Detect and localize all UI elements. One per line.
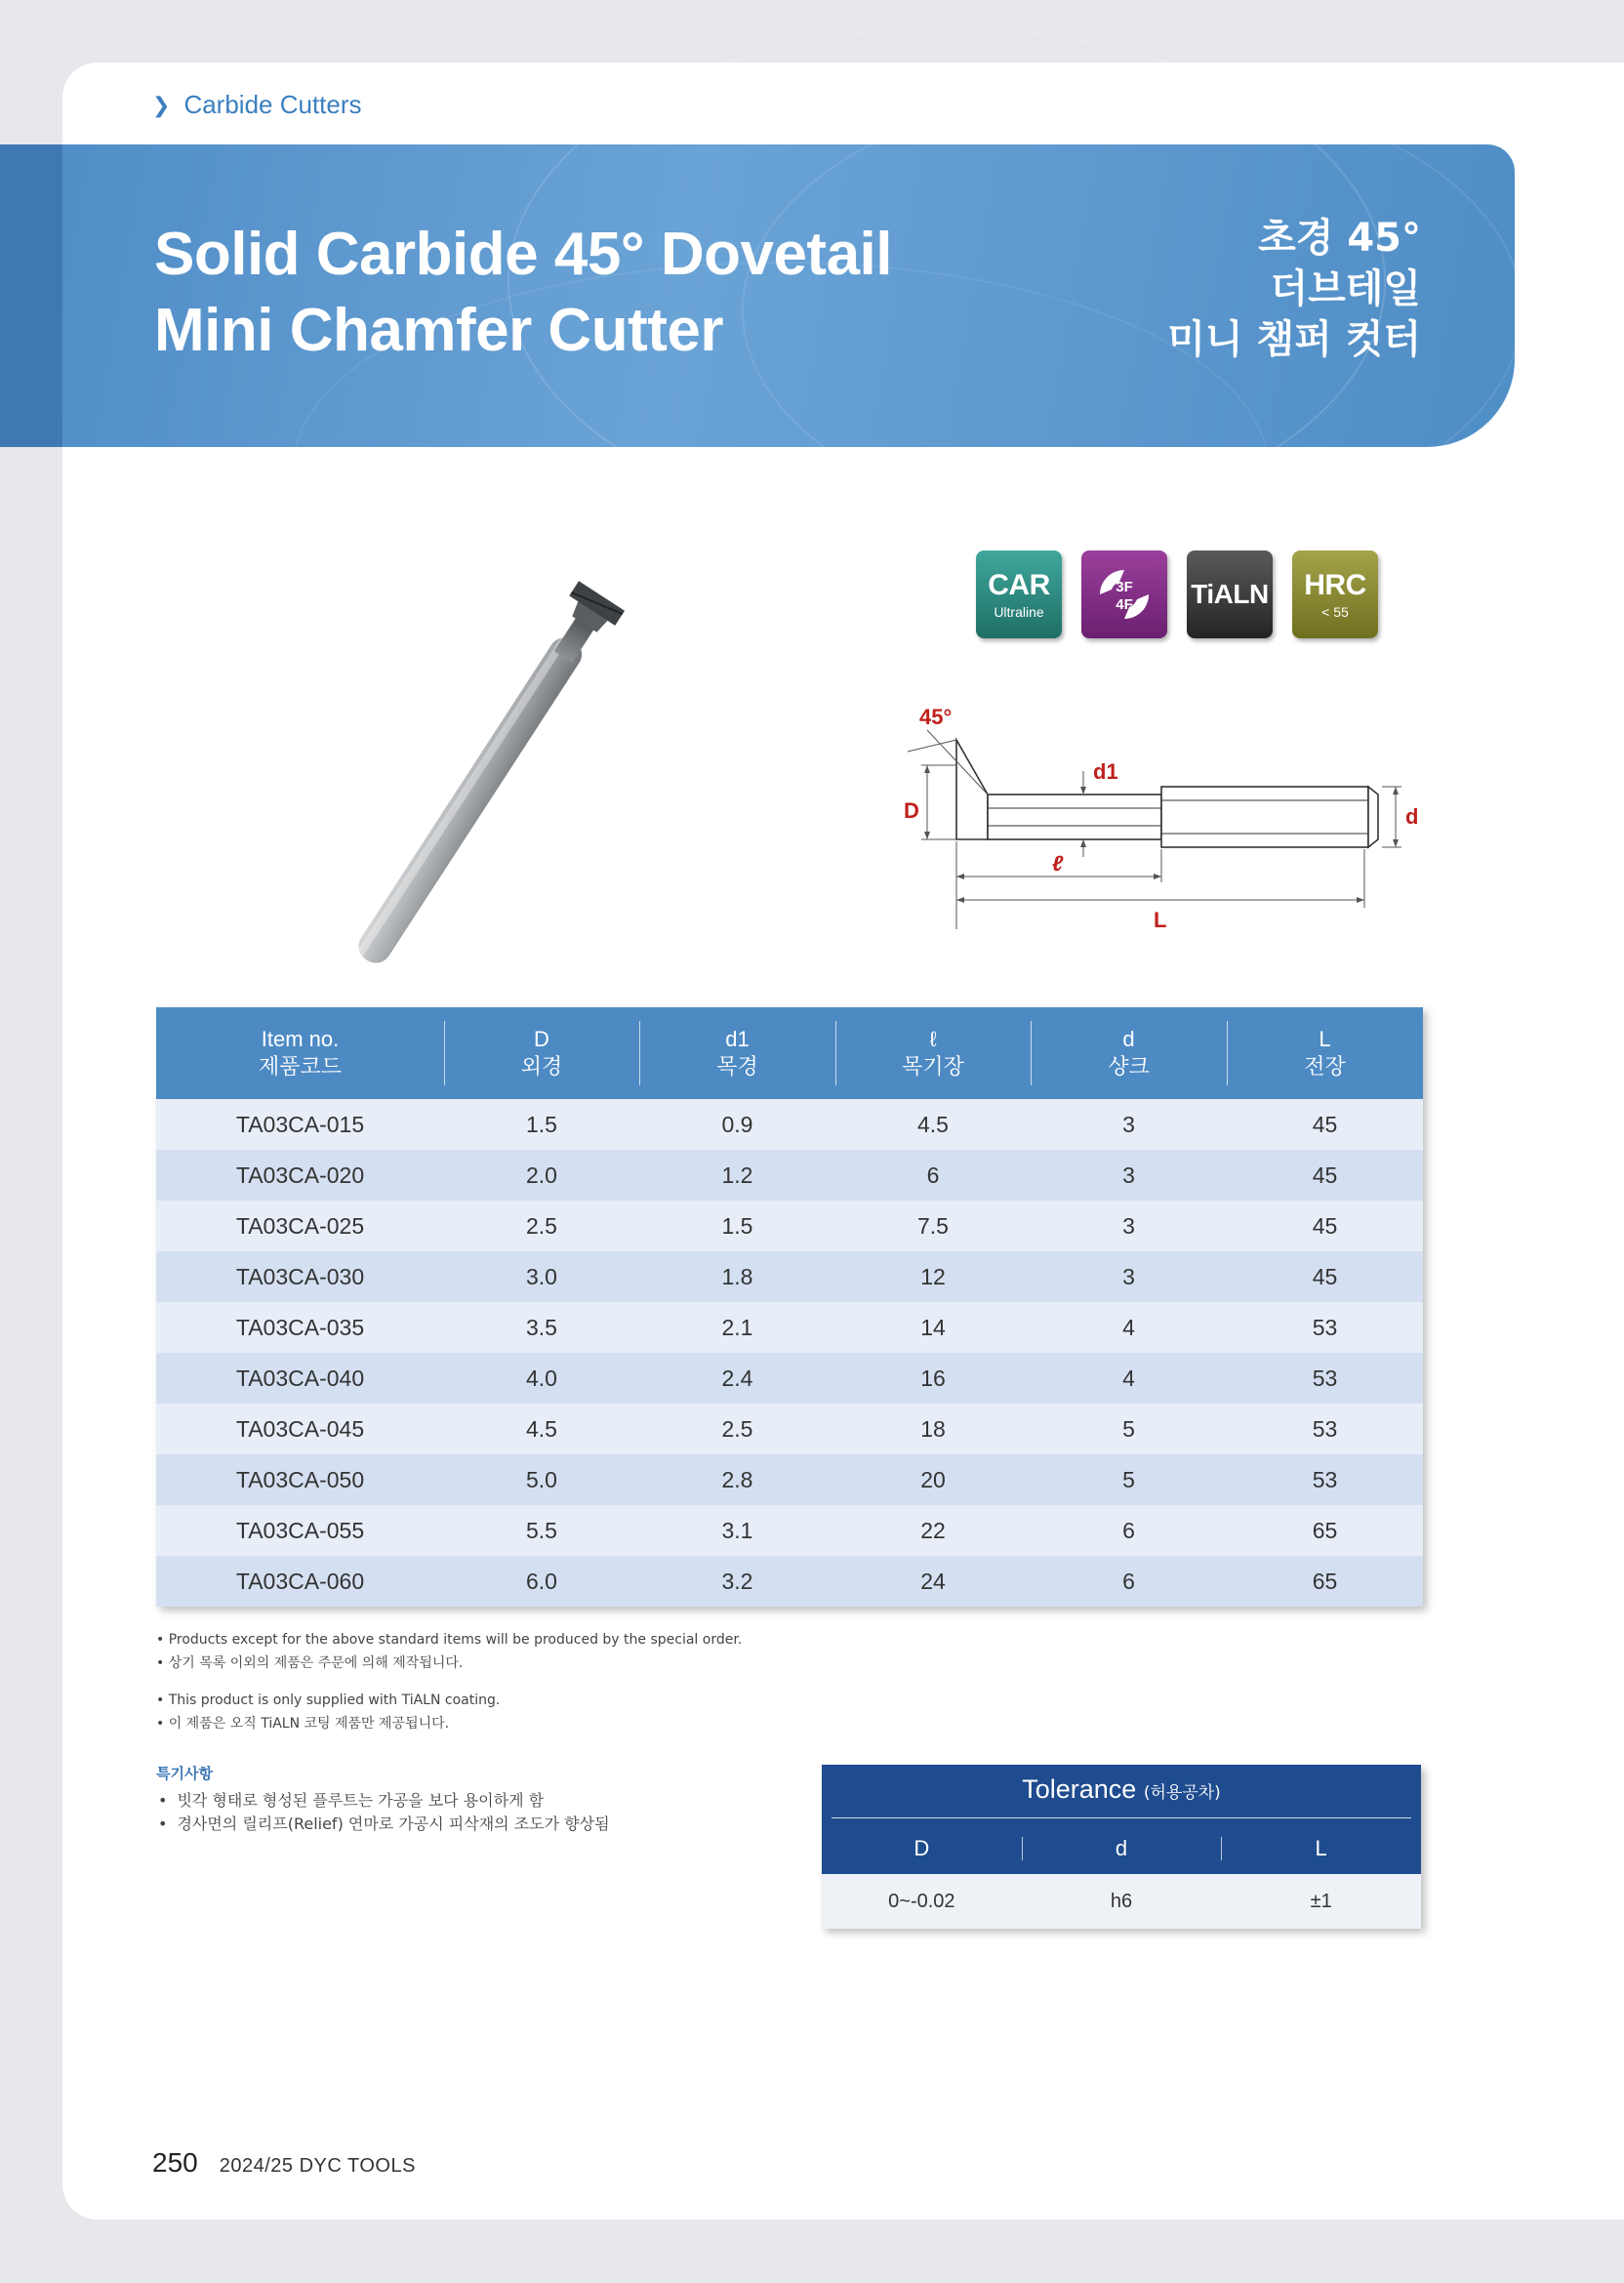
tolerance-column-d: d <box>1022 1823 1222 1874</box>
spec-value-cell: 4 <box>1031 1302 1227 1353</box>
spec-value-cell: 65 <box>1227 1556 1423 1607</box>
column-header-d1: d1 목경 <box>639 1007 835 1099</box>
tolerance-value-L: ±1 <box>1310 1891 1332 1912</box>
spec-value-cell: 22 <box>835 1505 1031 1556</box>
table-row <box>156 1201 1423 1251</box>
features-section <box>156 1763 610 1836</box>
spec-value-cell: 3.0 <box>444 1251 639 1302</box>
title-ko-line: 더브테일 <box>1270 266 1421 311</box>
badge-sublabel: < 55 <box>1321 604 1349 620</box>
spec-value-cell: 1.5 <box>444 1099 639 1150</box>
table-row <box>156 1099 1423 1150</box>
table-row <box>156 1404 1423 1454</box>
L-label: L <box>1154 908 1167 932</box>
footer-brand: 2024/25 DYC TOOLS <box>219 2155 416 2177</box>
spec-value-cell: 1.8 <box>639 1251 835 1302</box>
spec-value-cell: 53 <box>1227 1302 1423 1353</box>
table-row <box>156 1251 1423 1302</box>
spec-value-cell: 53 <box>1227 1353 1423 1404</box>
spec-value-cell: 20 <box>835 1454 1031 1505</box>
spec-value-cell: 14 <box>835 1302 1031 1353</box>
item-code-cell: TA03CA-050 <box>156 1454 444 1505</box>
column-header-d: d 샹크 <box>1031 1007 1227 1099</box>
item-code-cell: TA03CA-015 <box>156 1099 444 1150</box>
table-row <box>156 1454 1423 1505</box>
spec-value-cell: 53 <box>1227 1454 1423 1505</box>
spec-value-cell: 45 <box>1227 1150 1423 1201</box>
title-line: Solid Carbide 45° Dovetail <box>154 221 893 288</box>
spec-value-cell: 6 <box>1031 1505 1227 1556</box>
flute-icon <box>1090 560 1158 629</box>
d-label: d <box>1405 804 1419 829</box>
spec-value-cell: 18 <box>835 1404 1031 1454</box>
column-header-l: ℓ 목기장 <box>835 1007 1031 1099</box>
spec-value-cell: 2.4 <box>639 1353 835 1404</box>
l-label: ℓ <box>1052 851 1064 876</box>
page-title-korean <box>1031 213 1421 365</box>
feature-item: • 경사면의 릴리프(Relief) 연마로 가공시 피삭재의 조도가 향상됨 <box>156 1813 610 1836</box>
note-line: • 이 제품은 오직 TiALN 코팅 제품만 제공됩니다. <box>156 1716 450 1732</box>
table-header-row <box>156 1007 1423 1099</box>
badge-label: TiALN <box>1191 579 1269 609</box>
spec-value-cell: 6 <box>1031 1556 1227 1607</box>
spec-value-cell: 5.0 <box>444 1454 639 1505</box>
spec-value-cell: 45 <box>1227 1201 1423 1251</box>
breadcrumb[interactable] <box>152 90 362 120</box>
item-code-cell: TA03CA-045 <box>156 1404 444 1454</box>
item-code-cell: TA03CA-035 <box>156 1302 444 1353</box>
spec-value-cell: 3 <box>1031 1201 1227 1251</box>
spec-value-cell: 3 <box>1031 1150 1227 1201</box>
order-notes <box>156 1628 742 1735</box>
spec-value-cell: 3.1 <box>639 1505 835 1556</box>
feature-item: • 빗각 형태로 형성된 플루트는 가공을 보다 용이하게 함 <box>156 1789 610 1813</box>
column-header-D: D 외경 <box>444 1007 639 1099</box>
spec-value-cell: 1.2 <box>639 1150 835 1201</box>
spec-value-cell: 16 <box>835 1353 1031 1404</box>
tolerance-value-d: h6 <box>1110 1891 1133 1912</box>
spec-value-cell: 2.1 <box>639 1302 835 1353</box>
table-row <box>156 1150 1423 1201</box>
spec-value-cell: 65 <box>1227 1505 1423 1556</box>
tolerance-table <box>822 1765 1421 1929</box>
item-code-cell: TA03CA-055 <box>156 1505 444 1556</box>
item-code-cell: TA03CA-025 <box>156 1201 444 1251</box>
chevron-right-icon: ❯ <box>152 92 171 117</box>
tolerance-value-D: 0~-0.02 <box>888 1891 955 1912</box>
angle-label: 45° <box>919 705 953 729</box>
hrc-badge <box>1292 550 1378 638</box>
table-row <box>156 1353 1423 1404</box>
spec-value-cell: 4.5 <box>835 1099 1031 1150</box>
spec-value-cell: 4 <box>1031 1353 1227 1404</box>
title-ko-line: 미니 챔퍼 컷터 <box>1167 317 1421 362</box>
spec-value-cell: 53 <box>1227 1404 1423 1454</box>
svg-text:3F: 3F <box>1116 579 1133 595</box>
spec-value-cell: 5.5 <box>444 1505 639 1556</box>
dimension-diagram <box>898 703 1419 937</box>
tolerance-title <box>822 1774 1421 1805</box>
cutter-neck-outline <box>988 795 1161 839</box>
spec-value-cell: 6.0 <box>444 1556 639 1607</box>
item-code-cell: TA03CA-060 <box>156 1556 444 1607</box>
banner-edge <box>0 144 62 447</box>
table-row <box>156 1505 1423 1556</box>
tolerance-column-L: L <box>1221 1823 1421 1874</box>
table-row <box>156 1302 1423 1353</box>
spec-value-cell: 0.9 <box>639 1099 835 1150</box>
d1-label: d1 <box>1093 759 1118 784</box>
breadcrumb-label: Carbide Cutters <box>183 90 362 119</box>
spec-value-cell: 3 <box>1031 1251 1227 1302</box>
spec-value-cell: 45 <box>1227 1251 1423 1302</box>
note-line: • Products except for the above standard items will be produced by the special order. <box>156 1632 743 1648</box>
badge-sublabel: Ultraline <box>994 604 1044 620</box>
spec-value-cell: 2.5 <box>444 1201 639 1251</box>
item-code-cell: TA03CA-020 <box>156 1150 444 1201</box>
cutter-shank <box>343 581 625 974</box>
spec-value-cell: 6 <box>835 1150 1031 1201</box>
spec-value-cell: 7.5 <box>835 1201 1031 1251</box>
spec-value-cell: 2.8 <box>639 1454 835 1505</box>
features-title: 특기사항 <box>156 1765 213 1782</box>
table-row <box>156 1556 1423 1607</box>
spec-value-cell: 5 <box>1031 1404 1227 1454</box>
spec-value-cell: 4.0 <box>444 1353 639 1404</box>
svg-text:4F: 4F <box>1116 596 1133 613</box>
flute-badge <box>1081 550 1167 638</box>
badge-label: CAR <box>988 569 1050 601</box>
spec-value-cell: 45 <box>1227 1099 1423 1150</box>
column-header-item-no: Item no. 제품코드 <box>156 1007 444 1099</box>
carbide-badge <box>976 550 1062 638</box>
spec-value-cell: 2.0 <box>444 1150 639 1201</box>
specification-table <box>156 1007 1423 1607</box>
spec-value-cell: 5 <box>1031 1454 1227 1505</box>
spec-value-cell: 24 <box>835 1556 1031 1607</box>
item-code-cell: TA03CA-030 <box>156 1251 444 1302</box>
note-line: • 상기 목록 이외의 제품은 주문에 의해 제작됩니다. <box>156 1655 464 1671</box>
note-line: • This product is only supplied with TiALN coating. <box>156 1692 501 1708</box>
tolerance-header <box>822 1765 1421 1874</box>
page-footer <box>152 2147 416 2179</box>
tolerance-values-row <box>822 1874 1421 1929</box>
feature-badges <box>976 550 1378 638</box>
spec-value-cell: 12 <box>835 1251 1031 1302</box>
title-line: Mini Chamfer Cutter <box>154 297 723 364</box>
column-header-L: L 전장 <box>1227 1007 1423 1099</box>
page-title-english <box>154 217 892 369</box>
spec-value-cell: 2.5 <box>639 1404 835 1454</box>
spec-value-cell: 3.2 <box>639 1556 835 1607</box>
D-label: D <box>904 798 919 823</box>
spec-value-cell: 3 <box>1031 1099 1227 1150</box>
spec-value-cell: 3.5 <box>444 1302 639 1353</box>
tolerance-column-D: D <box>914 1836 930 1860</box>
cutter-product-image <box>293 517 761 976</box>
badge-label: HRC <box>1304 569 1366 601</box>
cutter-shank-outline <box>1161 787 1368 847</box>
page-number: 250 <box>152 2147 198 2178</box>
spec-value-cell: 4.5 <box>444 1404 639 1454</box>
tolerance-title-ko: (허용공차) <box>1143 1783 1221 1803</box>
tialn-coating-badge <box>1187 550 1273 638</box>
item-code-cell: TA03CA-040 <box>156 1353 444 1404</box>
spec-value-cell: 1.5 <box>639 1201 835 1251</box>
tolerance-title-en: Tolerance <box>1022 1774 1137 1804</box>
title-ko-line: 초경 45° <box>1258 216 1421 261</box>
